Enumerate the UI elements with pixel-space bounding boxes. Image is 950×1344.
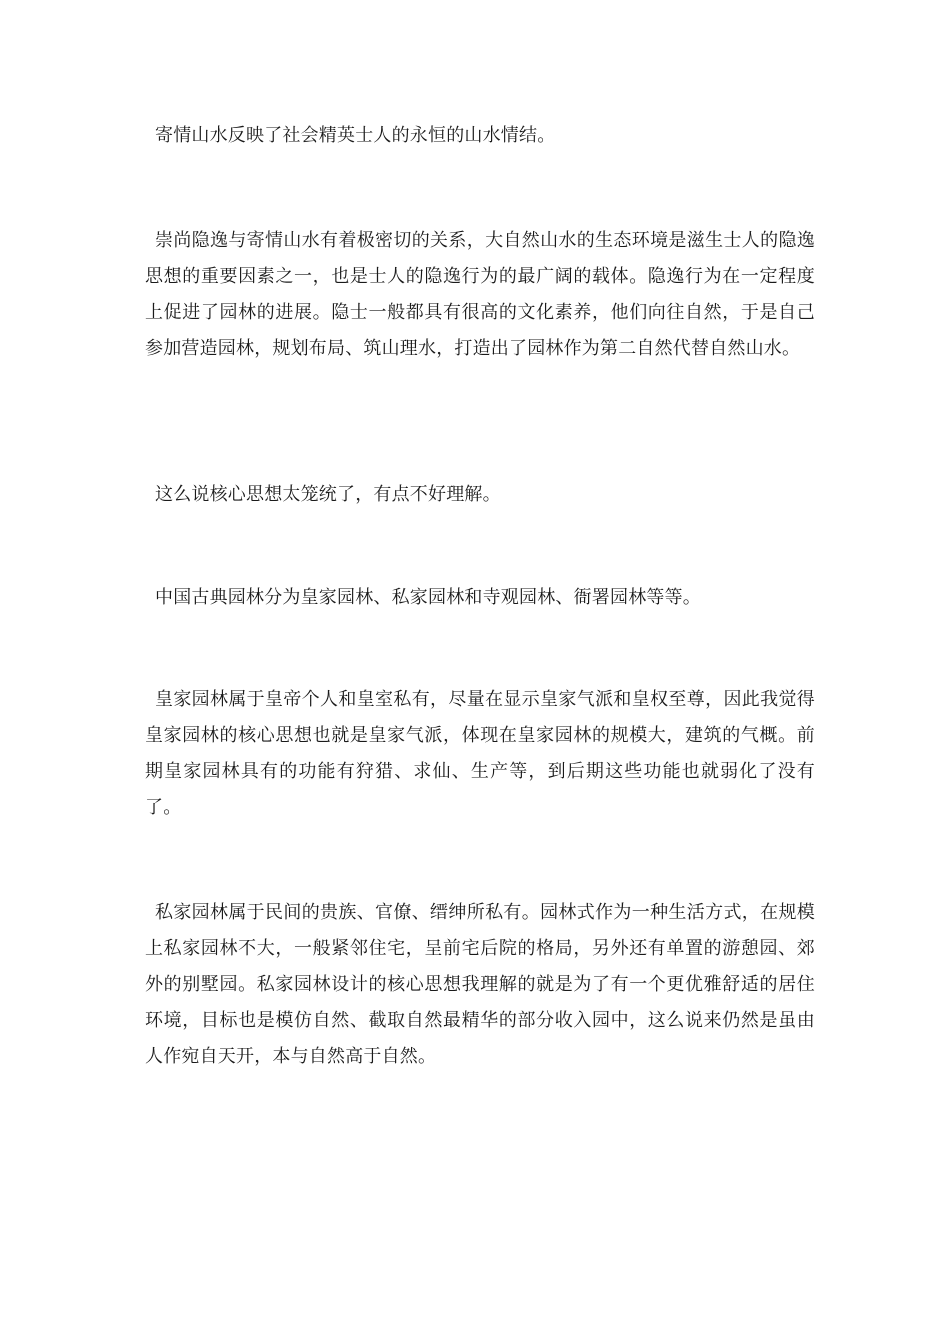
paragraph-2: 崇尚隐逸与寄情山水有着极密切的关系，大自然山水的生态环境是滋生士人的隐逸思想的重要因素之一，也是士人的隐逸行为的最广阔的载体。隐逸行为在一定程度上促进了园林的进展。隐士一般都具有很高的文化素养，他们向往自然，于是自己参加营造园林，规划布局、筑山理水，打造出了园林作为第二自然代替自然山水。 (145, 230, 815, 359)
paragraph-4: 中国古典园林分为皇家园林、私家园林和寺观园林、衙署园林等等。 (155, 587, 701, 608)
paragraph-5: 皇家园林属于皇帝个人和皇室私有，尽量在显示皇家气派和皇权至尊，因此我觉得皇家园林的核心思想也就是皇家气派，体现在皇家园林的规模大，建筑的气概。前期皇家园林具有的功能有狩猎、求仙、生产等，到后期这些功能也就弱化了没有了。 (145, 689, 815, 818)
paragraph-6: 私家园林属于民间的贵族、官僚、缙绅所私有。园林式作为一种生活方式，在规模上私家园林不大，一般紧邻住宅，呈前宅后院的格局，另外还有单置的游憩园、郊外的别墅园。私家园林设计的核心思想我理解的就是为了有一个更优雅舒适的居住环境，目标也是模仿自然、截取自然最精华的部分收入园中，这么说来仍然是虽由人作宛自天开，本与自然高于自然。 (145, 902, 815, 1067)
paragraph-1: 寄情山水反映了社会精英士人的永恒的山水情结。 (155, 125, 556, 146)
paragraph-3: 这么说核心思想太笼统了，有点不好理解。 (155, 484, 501, 505)
